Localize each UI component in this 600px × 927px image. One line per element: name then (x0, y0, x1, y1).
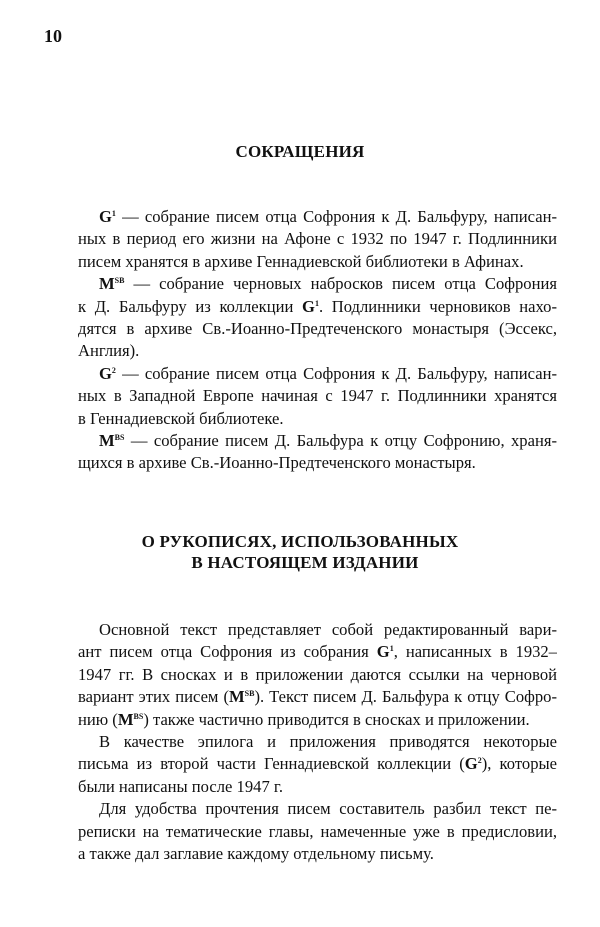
paragraph (78, 430, 557, 475)
text-run: ), которые (481, 754, 557, 774)
superscript: 2 (111, 365, 116, 375)
text-line (78, 753, 557, 775)
section-title-manuscripts-line1: О РУКОПИСЯХ, ИСПОЛЬЗОВАННЫХ (141, 532, 459, 551)
text-run: Для удобства прочтения писем составитель разбил текст пе- (99, 799, 557, 819)
text-run: ных в Западной Европе начиная с 1947 г. Подлинники хранятся (78, 386, 557, 406)
paragraph (78, 273, 557, 363)
text-run: вариант этих писем ( (78, 687, 229, 707)
text-line (78, 408, 557, 430)
text-line (78, 228, 557, 250)
collection-siglum: G (376, 642, 390, 662)
text-line (78, 686, 557, 708)
text-line (78, 731, 557, 753)
paragraph (78, 363, 557, 430)
text-line (78, 363, 557, 385)
text-line (78, 430, 557, 452)
text-line (78, 664, 557, 686)
paragraph (78, 798, 557, 865)
text-run: Англия). (78, 341, 140, 361)
paragraph (78, 619, 557, 731)
superscript: SB (244, 689, 255, 699)
collection-siglum: M (228, 687, 245, 707)
paragraph (78, 731, 557, 798)
text-line (78, 452, 557, 474)
text-run: ант писем отца Софрония из собрания (78, 642, 377, 662)
page-number: 10 (44, 26, 62, 46)
text-run: 1947 гг. В сносках и в приложении даются ссылки на черновой (78, 664, 557, 684)
superscript: BS (114, 432, 125, 442)
text-line (78, 251, 557, 273)
text-run: ) также частично приводится в сносках и приложении. (143, 709, 530, 729)
superscript: 1 (314, 298, 319, 308)
abbreviations-list (78, 206, 557, 475)
collection-siglum: G (99, 363, 112, 383)
collection-siglum: G (302, 296, 315, 316)
text-line (78, 206, 557, 228)
text-run: дятся в архиве Св.-Иоанно-Предтеченского монастыря (Эссекс, (78, 318, 557, 338)
text-line (78, 709, 557, 731)
superscript: 1 (389, 644, 394, 654)
text-run: — собрание писем Д. Бальфура к отцу Софронию, храня- (124, 430, 557, 450)
collection-siglum: M (99, 430, 115, 450)
text-line (78, 318, 557, 340)
text-run: писем хранятся в архиве Геннадиевской библиотеки в Афинах. (78, 251, 524, 271)
collection-siglum: M (99, 274, 115, 294)
text-run: — собрание писем отца Софрония к Д. Бальфуру, написан- (115, 363, 557, 383)
text-line (78, 273, 557, 295)
text-line (78, 340, 557, 362)
text-run: — собрание черновых набросков писем отца Софрония (124, 274, 557, 294)
section-title-abbreviations: СОКРАЩЕНИЯ (235, 142, 365, 161)
text-line (78, 821, 557, 843)
text-line (78, 641, 557, 663)
collection-siglum: G (99, 207, 112, 226)
text-run: реписки на тематические главы, намеченные уже в предисловии, (78, 821, 557, 841)
paragraph (78, 206, 557, 273)
text-run: , написанных в 1932– (393, 642, 557, 662)
text-line (78, 296, 557, 318)
manuscripts-body (78, 619, 557, 865)
text-run: письма из второй части Геннадиевской коллекции ( (78, 754, 465, 774)
superscript: 2 (477, 756, 482, 766)
collection-siglum: G (464, 754, 478, 774)
text-line (78, 843, 557, 865)
text-run: . Подлинники черновиков нахо- (318, 296, 557, 316)
text-run: к Д. Бальфуру из коллекции (78, 296, 303, 316)
text-line (78, 385, 557, 407)
text-run: были написаны после 1947 г. (78, 776, 283, 796)
text-run: ). Текст писем Д. Бальфура к отцу Софро- (254, 687, 557, 707)
text-line (78, 776, 557, 798)
text-run: нию ( (78, 709, 118, 729)
text-run: Основной текст представляет собой редактированный вари- (99, 620, 557, 639)
text-run: а также дал заглавие каждому отдельному письму. (78, 843, 434, 863)
text-run: В качестве эпилога и приложения приводятся некоторые (99, 731, 557, 751)
superscript: 1 (111, 209, 116, 218)
superscript: BS (133, 711, 144, 721)
text-line (78, 798, 557, 820)
text-run: в Геннадиевской библиотеке. (78, 408, 284, 428)
superscript: SB (114, 276, 125, 286)
collection-siglum: M (117, 709, 134, 729)
text-run: ных в период его жизни на Афоне с 1932 по 1947 г. Подлинники (78, 229, 557, 249)
text-run: щихся в архиве Св.-Иоанно-Предтеченского монастыря. (78, 453, 476, 473)
text-run: — собрание писем отца Софрония к Д. Бальфуру, написан- (115, 207, 557, 226)
text-line (78, 619, 557, 641)
section-title-manuscripts-line2: В НАСТОЯЩЕМ ИЗДАНИИ (191, 553, 419, 572)
